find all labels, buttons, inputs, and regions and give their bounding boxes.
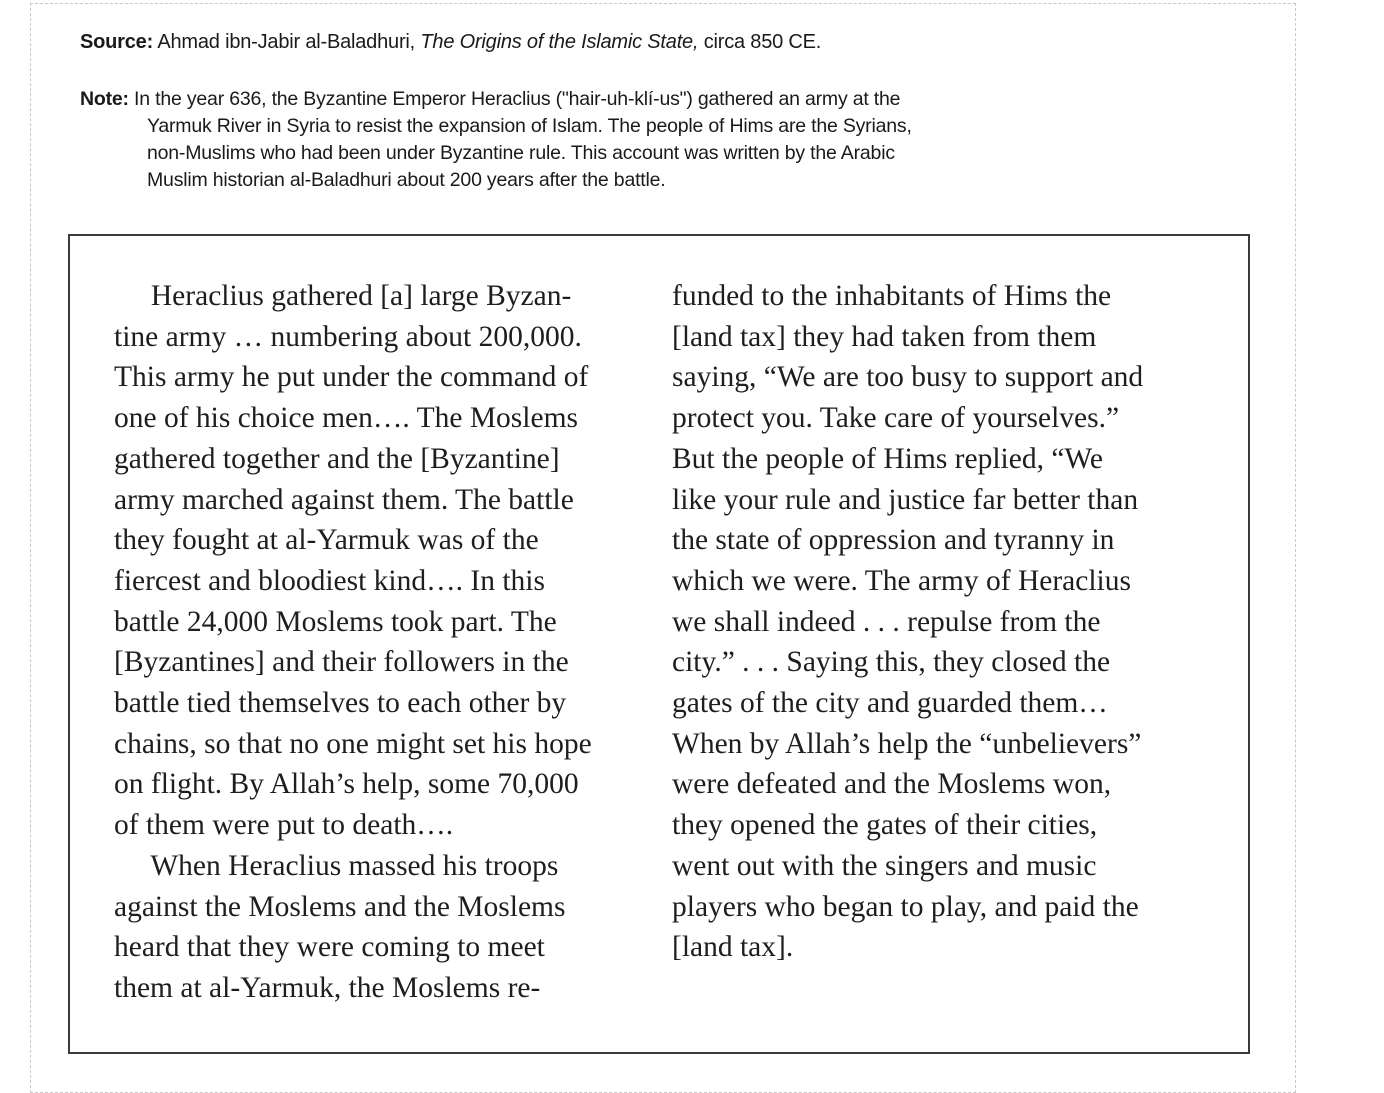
source-author: Ahmad ibn-Jabir al-Baladhuri, — [157, 31, 416, 53]
excerpt-line: army marched against them. The battle — [114, 483, 574, 516]
excerpt-line: went out with the singers and music — [672, 849, 1097, 882]
excerpt-line: [land tax] they had taken from them — [672, 320, 1097, 353]
excerpt-line: heard that they were coming to meet — [114, 931, 545, 964]
excerpt-right-column — [672, 276, 1143, 968]
excerpt-line: gathered together and the [Byzantine] — [114, 442, 560, 475]
excerpt-line: them at al-Yarmuk, the Moslems re- — [114, 971, 541, 1004]
excerpt-line: players who began to play, and paid the — [672, 890, 1139, 923]
note-text: In the year 636, the Byzantine Emperor Heraclius ("hair-uh-klí-us") gathered an army at the — [134, 88, 901, 110]
excerpt-line: one of his choice men…. The Moslems — [114, 402, 578, 435]
excerpt-line: battle 24,000 Moslems took part. The — [114, 605, 557, 638]
source-date: circa 850 CE. — [703, 31, 822, 53]
excerpt-line: chains, so that no one might set his hope — [114, 727, 592, 760]
excerpt-line: were defeated and the Moslems won, — [672, 768, 1112, 801]
note-line — [80, 86, 1180, 113]
excerpt-line: But the people of Hims replied, “We — [672, 442, 1103, 475]
excerpt-line: they opened the gates of their cities, — [672, 809, 1098, 842]
note-block — [80, 86, 1180, 194]
excerpt-line: When by Allah’s help the “unbelievers” — [672, 727, 1142, 760]
excerpt-line: battle tied themselves to each other by — [114, 687, 567, 720]
excerpt-line: on flight. By Allah’s help, some 70,000 — [114, 768, 579, 801]
excerpt-line: fiercest and bloodiest kind…. In this — [114, 564, 545, 597]
excerpt-line: protect you. Take care of yourselves.” — [672, 402, 1120, 435]
excerpt-left-column — [114, 276, 592, 1009]
excerpt-line: tine army … numbering about 200,000. — [114, 320, 582, 353]
note-line: Yarmuk River in Syria to resist the expansion of Islam. The people of Hims are the Syrians, — [147, 115, 912, 137]
note-line: non-Muslims who had been under Byzantine rule. This account was written by the Arabic — [147, 142, 895, 164]
excerpt-line: of them were put to death…. — [114, 809, 454, 842]
excerpt-line: gates of the city and guarded them… — [672, 687, 1108, 720]
excerpt-line: like your rule and justice far better than — [672, 483, 1139, 516]
source-label: Source: — [80, 31, 154, 53]
excerpt-line: [land tax]. — [672, 931, 794, 964]
excerpt-line: This army he put under the command of — [114, 361, 589, 394]
excerpt-line: [Byzantines] and their followers in the — [114, 646, 569, 679]
source-citation — [80, 31, 821, 54]
excerpt-line: against the Moslems and the Moslems — [114, 890, 566, 923]
source-work-title: The Origins of the Islamic State, — [420, 31, 699, 53]
excerpt-line: we shall indeed . . . repulse from the — [672, 605, 1101, 638]
excerpt-line: funded to the inhabitants of Hims the — [672, 280, 1112, 312]
excerpt-line: saying, “We are too busy to support and — [672, 361, 1144, 394]
excerpt-line: city.” . . . Saying this, they closed the — [672, 646, 1111, 679]
excerpt-line: the state of oppression and tyranny in — [672, 524, 1115, 557]
excerpt-line: Heraclius gathered [a] large Byzan- — [114, 280, 572, 312]
excerpt-line: When Heraclius massed his troops — [114, 849, 559, 882]
note-label: Note: — [80, 88, 129, 110]
excerpt-line: which we were. The army of Heraclius — [672, 564, 1131, 597]
excerpt-line: they fought at al-Yarmuk was of the — [114, 524, 539, 557]
note-line: Muslim historian al-Baladhuri about 200 years after the battle. — [147, 169, 666, 191]
